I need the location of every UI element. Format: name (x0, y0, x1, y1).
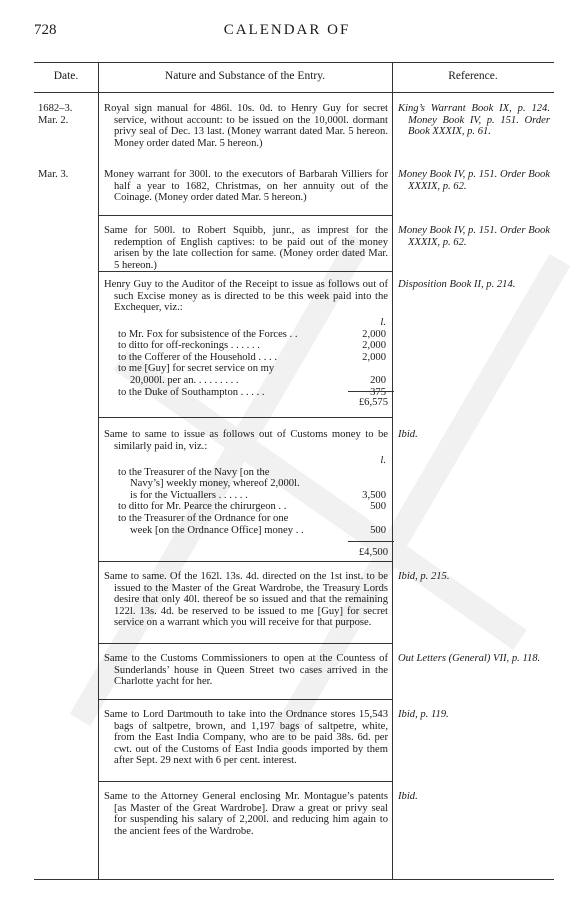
entry-reference: Disposition Book II, p. 214. (398, 279, 516, 290)
entry-reference: Ibid. (398, 791, 418, 802)
list-item: to Mr. Fox for subsistence of the Forces . . 2,000 (118, 328, 386, 340)
entry-text: Henry Guy to the Auditor of the Receipt to issue as follows out of such Excise money as is directed to be this week paid into the Exchequer, viz.: (104, 279, 388, 314)
list-item: to the Treasurer of the Navy [on the (118, 466, 270, 478)
page-number: 728 (34, 22, 57, 38)
page-header (34, 22, 540, 46)
entry-reference: Ibid. (398, 429, 418, 440)
list-item: 20,000l. per an. . . . . . . . . 200 (130, 374, 386, 386)
list-item: to the Duke of Southampton . . . . . 375 (118, 386, 386, 398)
column-rule (98, 63, 99, 879)
list-item: to the Cofferer of the Household . . . . 2,000 (118, 351, 386, 363)
entry-date: Mar. 3. (38, 169, 69, 180)
list-total: £4,500 (358, 547, 388, 558)
column-header-date: Date. (53, 70, 79, 82)
entry-reference: Money Book IV, p. 151. Order Book XXXIX, p. 62. (398, 225, 550, 248)
list-item: to the Treasurer of the Ordnance for one (118, 512, 289, 524)
entry-text: Money warrant for 300l. to the executors of Barbarah Villiers for half a year to 1682, Christmas, on her annuity out of the Coinage. (Money order dated Mar. 5 hereon.) (104, 169, 388, 204)
entry-text: Same for 500l. to Robert Squibb, junr., as imprest for the redemption of English captives: to be paid out of the money arisen by the late collection for same. (Money order dated Mar. 5 hereon.) (104, 225, 388, 271)
entry-separator (98, 699, 392, 700)
entry-separator (98, 271, 392, 272)
column-header-reference: Reference. (448, 70, 498, 82)
entry-separator (98, 561, 392, 562)
entry-separator (98, 643, 392, 644)
entry-separator (98, 215, 392, 216)
list-item: Navy’s] weekly money, whereof 2,000l. (130, 478, 300, 490)
entry-reference: King’s Warrant Book IX, p. 124. Money Book IV, p. 151. Order Book XXXIX, p. 61. (398, 103, 550, 138)
calendar-table (34, 62, 554, 880)
column-header-nature: Nature and Substance of the Entry. (164, 70, 326, 82)
entry-text: Same to the Customs Commissioners to open at the Countess of Sunderlands’ house in Queen Street two cases arrived in the Charlotte yacht for her. (104, 653, 388, 688)
entry-reference: Ibid, p. 119. (398, 709, 449, 720)
unit-label: l. (380, 317, 386, 328)
total-rule (348, 391, 394, 392)
entry-text: Same to the Attorney General enclosing Mr. Montague’s patents [as Master of the Great Wardrobe]. Draw a great or privy seal for suspending his salary of 2,200l. and reducing him again to the ancient fees of the Wardrobe. (104, 791, 388, 837)
column-rule (392, 63, 393, 879)
entry-separator (98, 417, 392, 418)
entry-reference: Out Letters (General) VII, p. 118. (398, 653, 541, 664)
list-item: is for the Victuallers . . . . . . 3,500 (130, 489, 386, 501)
list-item (118, 317, 392, 329)
customs-list (118, 455, 392, 558)
entry-text: Royal sign manual for 486l. 10s. 0d. to Henry Guy for secret service, without account: to be issued on the 10,000l. dormant privy seal of Dec. 13 last. (Money warrant dated Mar. 5 hereon. Money order dated Mar. 5 hereon.) (104, 103, 388, 149)
entry-reference: Money Book IV, p. 151. Order Book XXXIX, p. 62. (398, 169, 550, 192)
entry-text: Same to same to issue as follows out of Customs money to be similarly paid in, viz.: (104, 429, 388, 452)
table-header-row (34, 63, 554, 93)
list-item (118, 455, 392, 467)
list-item: week [on the Ordnance Office] money . . 500 (130, 524, 386, 536)
total-rule (348, 541, 394, 542)
running-title: CALENDAR OF (223, 22, 351, 38)
entry-separator (98, 781, 392, 782)
entry-text: Same to same. Of the 162l. 13s. 4d. directed on the 1st inst. to be issued to the Master of the Great Wardrobe, the Treasury Lords desire that only 40l. thereof be so issued and that the remaining 122l. 13s. 4d. be reserved to be issued to me [Guy] for secret service on a warrant which you will receive for that purpose. (104, 571, 388, 629)
excise-list (118, 317, 392, 408)
list-item: to me [Guy] for secret service on my (118, 363, 275, 375)
list-total: £6,575 (358, 397, 388, 408)
list-item: to ditto for off-reckonings . . . . . . 2,000 (118, 340, 386, 352)
entry-text: Same to Lord Dartmouth to take into the Ordnance stores 15,543 bags of saltpetre, brown, and 1,197 bags of saltpetre, white, from the East India Company, who are to be paid 38s. 6d. per cwt. out of the Customs of East India goods imported by them after Sept. 29 next with 6 per cent. interest. (104, 709, 388, 767)
list-item: to ditto for Mr. Pearce the chirurgeon . . 500 (118, 501, 386, 513)
entry-date: 1682–3. Mar. 2. (38, 103, 73, 126)
unit-label: l. (380, 455, 386, 466)
entry-reference: Ibid, p. 215. (398, 571, 450, 582)
